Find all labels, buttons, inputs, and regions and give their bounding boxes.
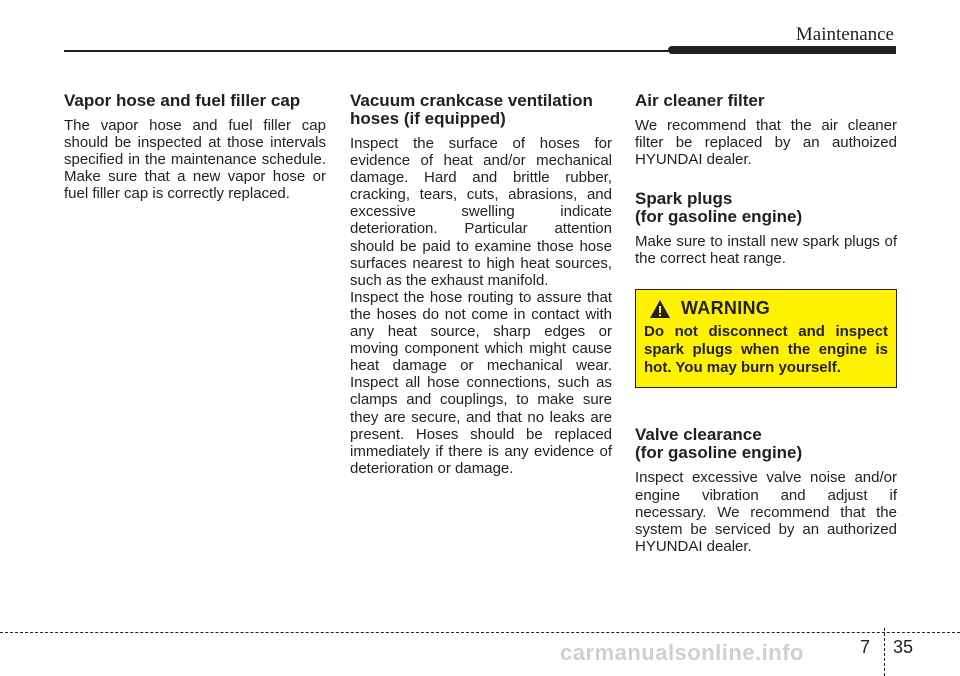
header-rule	[64, 50, 670, 52]
header-bar	[668, 46, 896, 54]
valve-heading-line1: Valve clearance	[635, 425, 762, 445]
valve-heading-line2: (for gasoline engine)	[635, 443, 803, 463]
column-middle	[350, 92, 612, 477]
page-number-separator	[884, 628, 885, 676]
spark-plugs-heading-line2: (for gasoline engine)	[635, 207, 803, 227]
footer-dashed-line	[0, 632, 960, 633]
header-title: Maintenance	[795, 24, 894, 45]
page-number: 35	[893, 637, 914, 657]
section-heading-valve-clearance	[635, 426, 897, 462]
section-body-vapor-hose: The vapor hose and fuel filler cap should be inspected at those intervals specified in the maintenance schedule. Make sure that a new vapor hose or fuel filler cap is correctly replaced.	[64, 117, 326, 203]
watermark: carmanualsonline.info	[560, 640, 804, 665]
section-body-spark-plugs: Make sure to install new spark plugs of the correct heat range.	[635, 233, 897, 268]
warning-triangle-icon	[649, 299, 671, 319]
warning-title: WARNING	[681, 298, 771, 319]
section-body-vacuum-hoses-2: Inspect the hose routing to assure that the hoses do not come in contact with any heat source, sharp edges or moving component which might cause heat damage or mechanical wear. Inspect all hose connections, such as clamps and couplings, to make sure they are secure, and that no leaks are present. Hoses should be replaced immediately if there is any evidence of deterioration or damage.	[350, 288, 612, 477]
section-body-air-filter: We recommend that the air cleaner filter be replaced by an authoized HYUNDAI dealer.	[635, 117, 897, 169]
section-body-valve-clearance: Inspect excessive valve noise and/or engine vibration and adjust if necessary. We recommend that the system be serviced by an authorized HYUNDAI dealer.	[635, 469, 897, 555]
section-heading-vacuum-hoses: Vacuum crankcase ventilation hoses (if equipped)	[350, 91, 593, 128]
section-body-vacuum-hoses-1: Inspect the surface of hoses for evidence of heat and/or mechanical damage. Hard and brittle rubber, cracking, tears, cuts, abrasions, and excessive swelling indicate deterioration. Particular attention should be paid to examine those hose surfaces nearest to high heat sources, such as the exhaust manifold.	[350, 135, 612, 289]
column-right	[635, 92, 897, 555]
page-chapter: 7	[860, 637, 871, 657]
spark-plugs-heading-line1: Spark plugs	[635, 189, 733, 209]
section-heading-air-filter: Air cleaner filter	[635, 91, 765, 110]
section-heading-spark-plugs	[635, 190, 897, 226]
warning-header	[644, 298, 888, 319]
column-left	[64, 92, 326, 202]
warning-box	[635, 289, 897, 388]
section-heading-vapor-hose: Vapor hose and fuel filler cap	[64, 91, 301, 110]
warning-text: Do not disconnect and inspect spark plugs when the engine is hot. You may burn yourself.	[644, 323, 888, 377]
